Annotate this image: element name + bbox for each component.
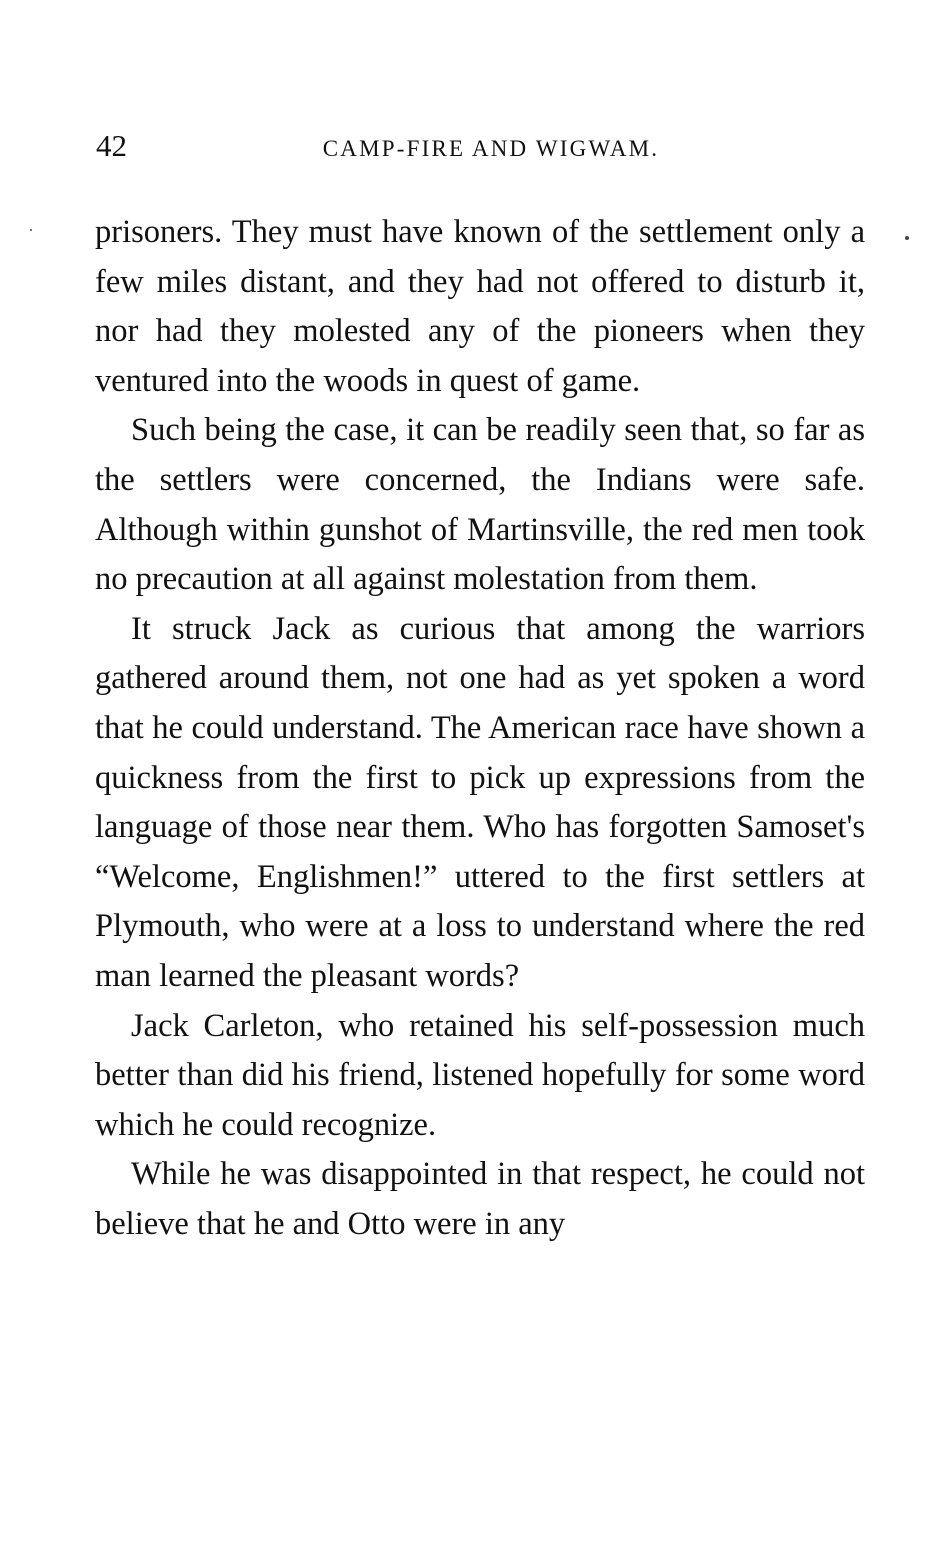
paragraph: It struck Jack as curious that among the warriors gathered around them, not one had as yet spoken a word that he could understand. The American race have shown a quickness from the first to pick up expressions from the language of those near them. Who has forgotten Samoset's “Welcome, Englishmen!” uttered to the first settlers at Plymouth, who were at a loss to understand where the red man learned the pleasant words? <box>95 610 865 994</box>
scan-speck <box>905 236 909 240</box>
page-number: 42 <box>96 128 127 163</box>
body-text <box>95 208 865 1249</box>
paragraph: While he was disappointed in that respect, he could not believe that he and Otto were in any <box>95 1156 865 1242</box>
paragraph: Such being the case, it can be readily seen that, so far as the settlers were concerned, the Indians were safe. Although within gunshot of Martinsville, the red men took no precaution at all against molestation from them. <box>95 412 865 598</box>
running-head: CAMP-FIRE AND WIGWAM. <box>322 136 660 161</box>
scan-speck <box>30 229 32 231</box>
page-header <box>96 128 866 168</box>
paragraph: prisoners. They must have known of the settlement only a few miles distant, and they had not offered to disturb it, nor had they molested any of the pioneers when they ventured into the woods in quest of game. <box>95 214 865 399</box>
paragraph: Jack Carleton, who retained his self-possession much better than did his friend, listened hopefully for some word which he could recognize. <box>95 1007 865 1143</box>
